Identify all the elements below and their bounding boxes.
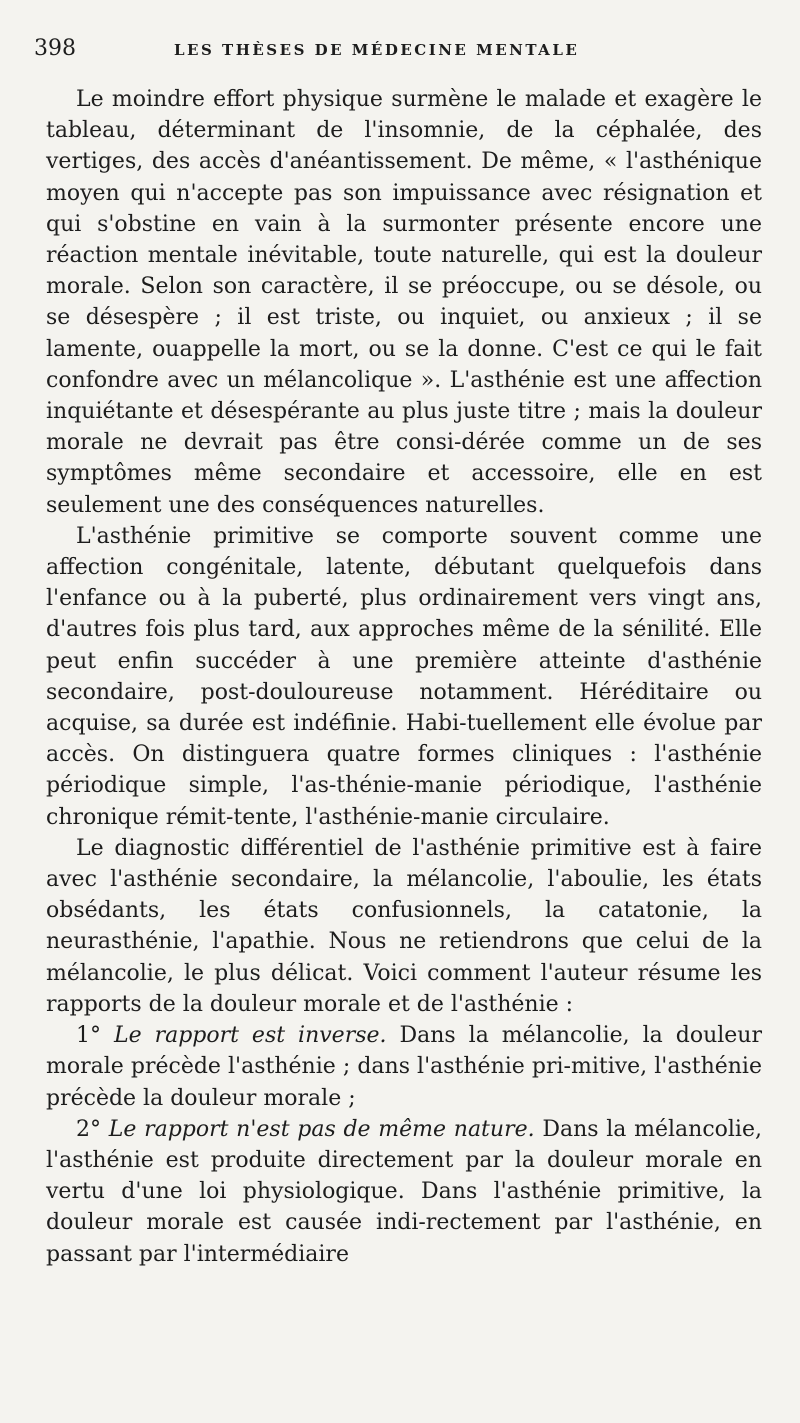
body-text [46, 84, 762, 1270]
list-item-title: Le rapport est inverse. [113, 1023, 387, 1049]
running-title: LES THÈSES DE MÉDECINE MENTALE [174, 41, 580, 59]
paragraph [46, 521, 762, 833]
list-item-number: 2° [76, 1116, 101, 1142]
list-item [46, 1114, 762, 1270]
list-item-text: Dans la mélancolie, l'asthénie est produite directement par la douleur morale en vertu d'une loi physiologique. Dans l'asthénie primitive, la douleur morale est causée indi-rectement par l'asthénie, en passant par l'intermédiaire [46, 1116, 762, 1267]
running-head [34, 36, 762, 76]
paragraph-text: Le diagnostic différentiel de l'asthénie primitive est à faire avec l'asthénie secondaire, la mélancolie, l'aboulie, les états obsédants, les états confusionnels, la catatonie, la neurasthénie, l'apathie. Nous ne retiendrons que celui de la mélancolie, le plus délicat. Voici comment l'auteur résume les rapports de la douleur morale et de l'asthénie : [46, 835, 762, 1017]
page-number: 398 [34, 36, 76, 61]
paragraph-text: Le moindre effort physique surmène le malade et exagère le tableau, déterminant de l'insomnie, de la céphalée, des vertiges, des accès d'anéantissement. De même, « l'asthénique moyen qui n'accepte pas son impuissance avec résignation et qui s'obstine en vain à la surmonter présente encore une réaction mentale inévitable, toute naturelle, qui est la douleur morale. Selon son caractère, il se préoccupe, ou se désole, ou se désespère ; il est triste, ou inquiet, ou anxieux ; il se lamente, ouappelle la mort, ou se la donne. C'est ce qui le fait confondre avec un mélancolique ». L'asthénie est une affection inquiétante et désespérante au plus juste titre ; mais la douleur morale ne devrait pas être consi-dérée comme un de ses symptômes même secondaire et accessoire, elle en est seulement une des conséquences naturelles. [46, 87, 762, 518]
list-item-number: 1° [76, 1023, 101, 1049]
paragraph [46, 833, 762, 1020]
list-item-text: Dans la mélancolie, la douleur morale précède l'asthénie ; dans l'asthénie pri-mitive, l'asthénie précède la douleur morale ; [46, 1023, 762, 1111]
list-item-title: Le rapport n'est pas de même nature. [108, 1116, 535, 1142]
list-item [46, 1020, 762, 1114]
paragraph [46, 84, 762, 521]
paragraph-text: L'asthénie primitive se comporte souvent comme une affection congénitale, latente, débutant quelquefois dans l'enfance ou à la puberté, plus ordinairement vers vingt ans, d'autres fois plus tard, aux approches même de la sénilité. Elle peut enfin succéder à une première atteinte d'asthénie secondaire, post-douloureuse notamment. Héréditaire ou acquise, sa durée est indéfinie. Habi-tuellement elle évolue par accès. On distinguera quatre formes cliniques : l'asthénie périodique simple, l'as-thénie-manie périodique, l'asthénie chronique rémit-tente, l'asthénie-manie circulaire. [46, 523, 762, 830]
